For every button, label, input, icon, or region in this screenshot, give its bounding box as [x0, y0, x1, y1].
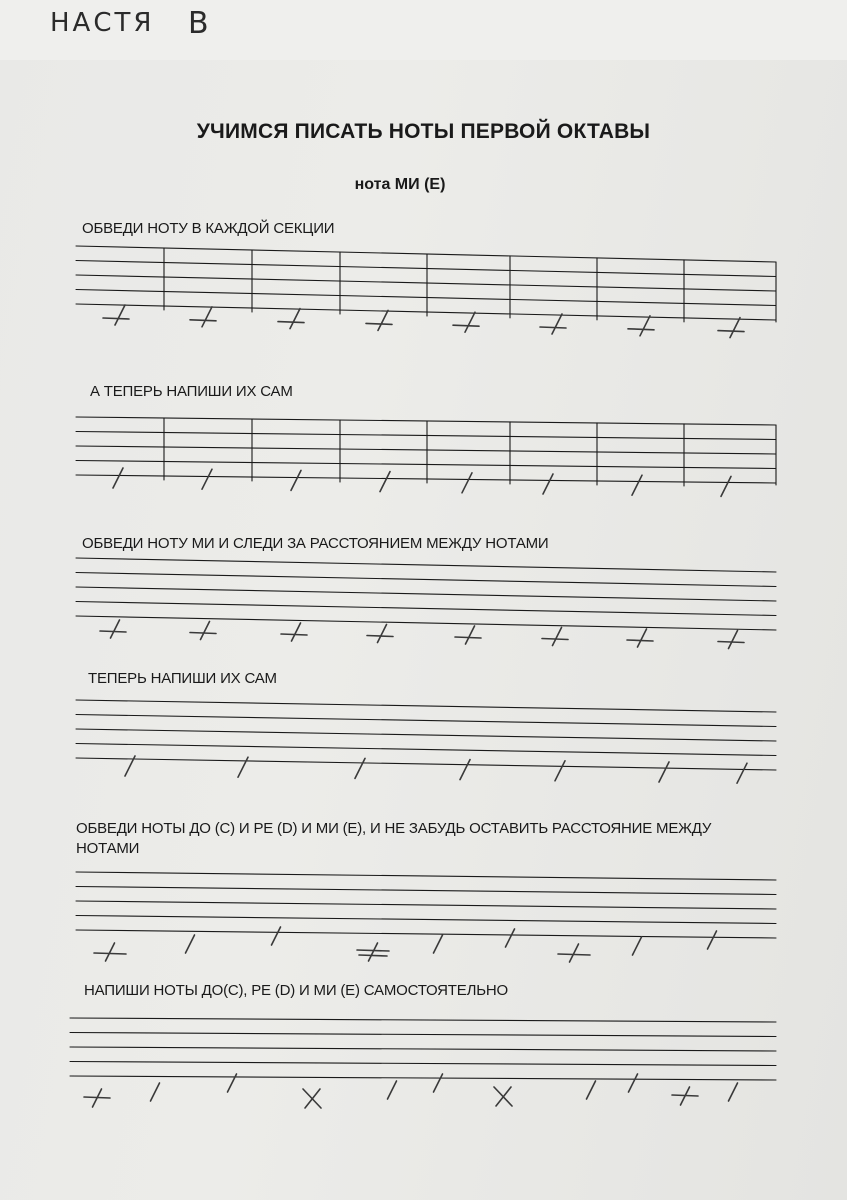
staff-1-ledger [718, 331, 744, 332]
staff-2-line [76, 432, 776, 440]
staff-2-note [632, 475, 642, 495]
staff-5-ledger [94, 953, 126, 954]
staff-2-note [543, 474, 553, 494]
staff-6-note [388, 1081, 397, 1099]
staff-3-ledger [281, 634, 307, 635]
staff-4-note [659, 762, 669, 782]
staff-5-ledger [558, 954, 590, 955]
staff-1-note [465, 312, 475, 332]
exercise-3-instruction: ОБВЕДИ НОТУ МИ И СЛЕДИ ЗА РАССТОЯНИЕМ МЕЖДУ НОТАМИ [82, 535, 549, 552]
staff-5-note [369, 943, 378, 961]
staff-5-note [434, 935, 443, 953]
staff-1-ledger [366, 323, 392, 324]
exercise-4-instruction: ТЕПЕРЬ НАПИШИ ИХ САМ [88, 670, 277, 687]
staff-4-note [460, 760, 470, 780]
staff-2-line [76, 461, 776, 469]
staff-3-line [76, 558, 776, 572]
staff-4-line [76, 700, 776, 712]
student-name: НАСТЯ [50, 8, 155, 38]
staff-1-ledger [540, 327, 566, 328]
staff-2-note [291, 470, 301, 490]
exercise-5-instruction: ОБВЕДИ НОТЫ ДО (С) И РЕ (D) И МИ (E), И НЕ ЗАБУДЬ ОСТАВИТЬ РАССТОЯНИЕ МЕЖДУ [76, 820, 712, 837]
exercise-1-instruction: ОБВЕДИ НОТУ В КАЖДОЙ СЕКЦИИ [82, 220, 335, 237]
worksheet-title: УЧИМСЯ ПИСАТЬ НОТЫ ПЕРВОЙ ОКТАВЫ [196, 120, 651, 143]
staff-5-note [186, 935, 195, 953]
staff-1-note [378, 310, 388, 330]
staff-2-note [202, 469, 212, 489]
staff-6-note [434, 1074, 443, 1092]
staff-4-note [555, 761, 565, 781]
staff-4-line [76, 729, 776, 741]
staff-3-ledger [542, 639, 568, 640]
staff-1-line [76, 275, 776, 291]
staff-6-ledger [84, 1097, 110, 1098]
staff-1-note [202, 307, 212, 327]
staff-4-line [76, 715, 776, 727]
staff-1-note [290, 309, 300, 329]
note-marks-layer [84, 305, 747, 1108]
exercise-6-instruction: НАПИШИ НОТЫ ДО(С), РЕ (D) И МИ (E) САМОСТОЯТЕЛЬНО [84, 982, 508, 999]
staff-3-ledger [455, 637, 481, 638]
staff-6-note [729, 1083, 738, 1101]
staff-4-note [238, 757, 248, 777]
staff-5-note [570, 944, 579, 962]
staff-1-note [115, 305, 125, 325]
exercise-5-instruction-line2: НОТАМИ [76, 840, 140, 857]
staff-1-ledger [278, 322, 304, 323]
staff-6-line [70, 1033, 776, 1037]
staff-5-line [76, 887, 776, 895]
staff-1-note [640, 316, 650, 336]
staff-3-note [201, 622, 210, 640]
staff-5-line [76, 901, 776, 909]
staff-6-note [151, 1083, 160, 1101]
staff-6-line [70, 1062, 776, 1066]
staff-5-line [76, 916, 776, 924]
staff-6-ledger [672, 1095, 698, 1096]
staff-1-note [552, 314, 562, 334]
staff-3-line [76, 616, 776, 630]
staff-3-ledger [190, 633, 216, 634]
staff-2-note [380, 472, 390, 492]
staff-4-line [76, 744, 776, 756]
staff-1-line [76, 304, 776, 320]
staff-2-note [721, 476, 731, 496]
staff-4-note [737, 763, 747, 783]
staff-1-ledger [103, 318, 129, 319]
staff-6-line [70, 1076, 776, 1080]
staff-2-note [113, 468, 123, 488]
staff-5-note [506, 929, 515, 947]
staff-1-line [76, 246, 776, 262]
exercise-2-instruction: А ТЕПЕРЬ НАПИШИ ИХ САМ [90, 383, 293, 400]
staff-1-line [76, 261, 776, 277]
staff-1-ledger [628, 329, 654, 330]
staff-6-line [70, 1047, 776, 1051]
staff-5-note [633, 937, 642, 955]
staff-4-line [76, 758, 776, 770]
staff-3-ledger [367, 636, 393, 637]
staff-3-note [638, 629, 647, 647]
staff-3-note [378, 625, 387, 643]
staff-5-ledger [357, 950, 389, 951]
staff-3-line [76, 573, 776, 587]
staff-3-ledger [718, 642, 744, 643]
staff-2-note [462, 473, 472, 493]
staff-lines-layer [70, 246, 776, 1080]
staff-5-note [106, 943, 115, 961]
staff-1-note [730, 318, 740, 338]
staff-3-note [111, 620, 120, 638]
staff-3-note [466, 626, 475, 644]
staff-5-note [272, 927, 281, 945]
staff-2-line [76, 446, 776, 454]
staff-3-ledger [100, 631, 126, 632]
staff-2-line [76, 475, 776, 483]
staff-1-ledger [453, 325, 479, 326]
staff-6-note [587, 1081, 596, 1099]
staff-2-line [76, 417, 776, 425]
staff-3-ledger [627, 640, 653, 641]
staff-6-note [629, 1074, 638, 1092]
staff-5-ledger [359, 955, 387, 956]
staff-3-note [729, 631, 738, 649]
student-letter: В [188, 6, 209, 41]
staff-1-ledger [190, 320, 216, 321]
staff-3-line [76, 587, 776, 601]
staff-6-line [70, 1018, 776, 1022]
staff-5-line [76, 872, 776, 880]
worksheet-subtitle: нота МИ (E) [354, 176, 446, 193]
staff-5-line [76, 930, 776, 938]
staff-1-line [76, 290, 776, 306]
staff-4-note [355, 758, 365, 778]
staff-3-line [76, 602, 776, 616]
staff-3-note [292, 623, 301, 641]
staff-3-note [553, 628, 562, 646]
staff-5-note [708, 931, 717, 949]
